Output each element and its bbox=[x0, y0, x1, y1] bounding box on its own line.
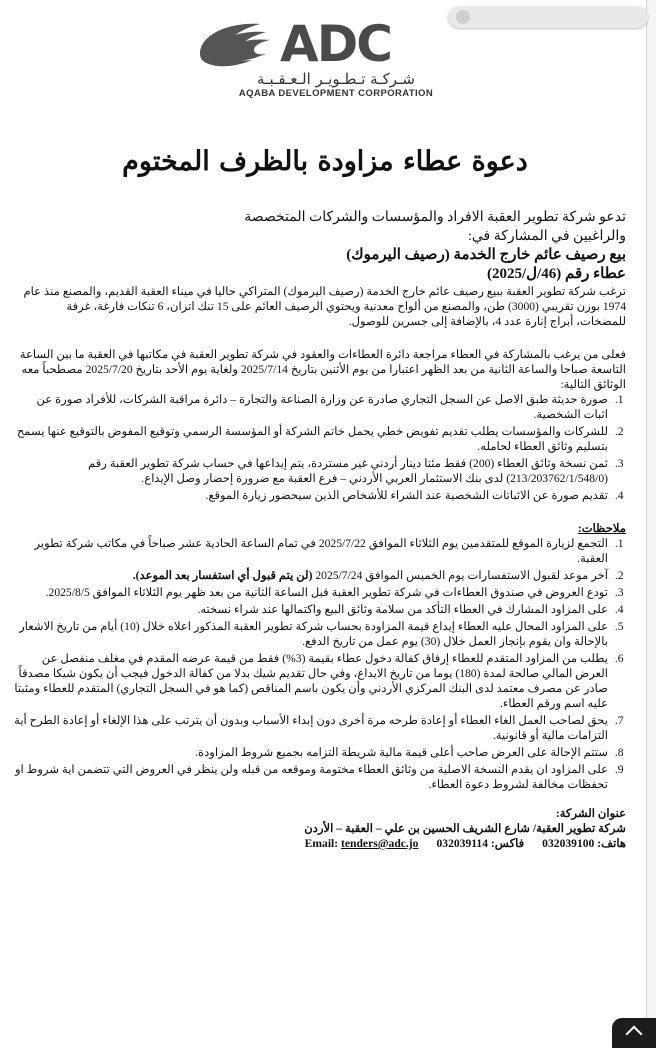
note-text: على المزاود المحال عليه العطاء إيداع قيمة المزاودة بحساب شركة تطوير العقبة المذكور اعلاه خلال (10) أيام من تاريخ الاشعار بالإحالة وان يقوم بإنجاز العمل خلال (30) يوم عمل من تاريخ الدفع. bbox=[19, 620, 608, 648]
intro-line-1: تدعو شركة تطوير العقبة الافراد والمؤسسات والشركات المتخصصة bbox=[244, 210, 626, 225]
note-item bbox=[14, 568, 612, 583]
address-heading: عنوان الشركة: bbox=[555, 807, 626, 820]
phone-number: 032039100 bbox=[542, 837, 595, 850]
note-text: التجمع لزيارة الموقع للمتقدمين يوم الثلاثاء الموافق 2025/7/22 في تمام الساعة الحادية عشر صباحاً في مكاتب شركة تطوير العقبة. bbox=[34, 537, 608, 565]
note-text: على المزاود المشارك في العطاء التأكد من سلامة وثائق البيع واكتمالها عند شراء نسخته. bbox=[197, 603, 608, 616]
fax-number: 032039114 bbox=[436, 837, 489, 850]
fax-group bbox=[436, 836, 524, 851]
note-item bbox=[14, 713, 612, 743]
notes-list bbox=[14, 536, 626, 792]
note-bold-text: (لن يتم قبول أي استفسار بعد الموعد). bbox=[132, 569, 313, 582]
participation-text: فعلى من يرغب بالمشاركة في العطاء مراجعة دائرة العطاءات والعقود في شركة تطوير العقبة في مكاتبها في العقبة ما بين الساعة التاسعة صباحا والساعة الثانية من بعد الظهر اعتبارا من يوم الأثنين بتاريخ 2025/7/14 ولغاية يوم الأحد بتاريخ 2025/7/20 مصطحباً معه الوثائق التالية: bbox=[19, 348, 626, 391]
logo-text: ADC bbox=[280, 15, 391, 73]
company-address bbox=[14, 806, 626, 851]
intro-line-2: والراغبين في المشاركة في: bbox=[467, 229, 626, 244]
tender-number: عطاء رقم (46/ل/2025) bbox=[486, 266, 626, 282]
note-text: على المزاود ان يقدم النسخة الاصلية من وثائق العطاء مختومة وموقعه من قبله ولن ينظر في العروض التي تتضمن اية شروط او تحفظات مخالفة لشروط دعوة العطاء. bbox=[14, 763, 608, 791]
email-label: Email: bbox=[304, 837, 339, 850]
page-title: دعوة عطاء مزاودة بالظرف المختوم bbox=[122, 146, 528, 177]
tender-subject: بيع رصيف عائم خارج الخدمة (رصيف اليرموك) bbox=[346, 247, 626, 263]
documents-list bbox=[14, 392, 626, 503]
document-item: 4. تقديم صورة عن الاثباتات الشخصية عند الشراء للأشخاص الذين سيحضور زيارة الموقع. bbox=[14, 488, 612, 503]
note-item bbox=[14, 745, 612, 760]
document-item: 1. صورة حديثة طبق الاصل عن السجل التجاري صادرة عن وزارة الصناعة والتجارة – دائرة مراقبة الشركات، للأفراد صورة عن اثبات الشخصية. bbox=[14, 392, 612, 422]
document-item: 3. ثمن نسخة وثائق العطاء (200) فقط مئتا دينار أردني غير مستردة، يتم إيداعها في حساب شركة تطوير العقبة رقم (213/203762/1/548/0) لدى بنك الاستثمار العربي الأردني – فرع العقبة مع ضرورة إحضار وصل الإيداع. bbox=[14, 456, 612, 486]
fax-label: فاكس: bbox=[490, 837, 525, 850]
company-name-arabic: شـركـة تـطـويـر الـعـقـبـة bbox=[257, 70, 415, 88]
phone-group bbox=[542, 836, 626, 851]
company-name-english: AQABA DEVELOPMENT CORPORATION bbox=[238, 88, 434, 99]
contact-line bbox=[14, 836, 626, 851]
note-text: آخر موعد لقبول الاستفسارات يوم الخميس الموافق 2025/7/24 bbox=[312, 569, 608, 582]
note-text: ستتم الإحالة على العرض صاحب أعلى قيمة مالية شريطة التزامه بجميع شروط المزاودة. bbox=[195, 746, 608, 759]
note-item bbox=[14, 619, 612, 649]
page-edge bbox=[646, 0, 656, 1048]
note-item bbox=[14, 585, 612, 600]
notes-heading: ملاحظات: bbox=[577, 522, 626, 535]
phone-label: هاتف: bbox=[597, 837, 626, 850]
tender-body bbox=[14, 208, 626, 851]
address-line: شركة تطوير العقبة/ شارع الشريف الحسين بن علي – العقبة – الأردن bbox=[304, 822, 626, 835]
note-item bbox=[14, 651, 612, 711]
chevron-up-icon bbox=[626, 1026, 643, 1043]
note-item bbox=[14, 602, 612, 617]
scroll-to-top-button[interactable] bbox=[612, 1018, 656, 1048]
note-text: يطلب من المزاود المتقدم للعطاء إرفاق كفالة دخول عطاء بقيمة (3%) فقط من قيمة عرضه المقدم في مغلف منفصل عن العرض المالي صالحة لمدة (180) يوما من تاريخ الايداع، وفي حال تقديم شيك بدلا من كفالة الدخول فيجب أن يكون شيكا مصدقاً صادر عن مصرف معتمد لدى البنك المركزي الأردني وأن يكون باسم المناقص (كما هو في السجل التجاري) المتقدم للعطاء ومثبتا عليه اسم ورقم العطاء. bbox=[14, 652, 608, 710]
note-text: تودع العروض في صندوق العطاءات في شركة تطوير العقبة قبل الساعة الثانية من بعد ظهر يوم الثلاثاء الموافق 2025/8/5. bbox=[45, 586, 608, 599]
note-text: يحق لصاحب العمل الغاء العطاء أو إعادة طرحه مرة أخرى دون إبداء الأسباب وبدون أن يترتب على هذا الإلغاء أو إعادة الطرح أية التزامات مالية أو قانونية. bbox=[14, 714, 608, 742]
tender-description: ترغب شركة تطوير العقبة ببيع رصيف عائم خارج الخدمة (رصيف اليرموك) المتراكي حاليا في ميناء العقبة القديم، والمصنع منذ عام 1974 بوزن تقريبي (3000) طن، والمصنع من ألواح معدنية ويحتوي الرصيف العائم على 15 تنك اتزان، 6 تنكات فارغة، غرفة للمضخات، أبراج إنارة عدد 4، بالإضافة إلى جسرين للوصول. bbox=[23, 285, 626, 328]
email-link[interactable]: tenders@adc.jo bbox=[341, 837, 419, 850]
note-item bbox=[14, 536, 612, 566]
email-group bbox=[305, 836, 419, 851]
note-item bbox=[14, 762, 612, 792]
document-item: 2. للشركات والمؤسسات يطلب تقديم تفويض خطي يحمل خاتم الشركة أو المؤسسة الرسمي وتوقيع المفوض بالتوقيع عنها يسمح بتسليم وثائق العطاء لحامله. bbox=[14, 424, 612, 454]
